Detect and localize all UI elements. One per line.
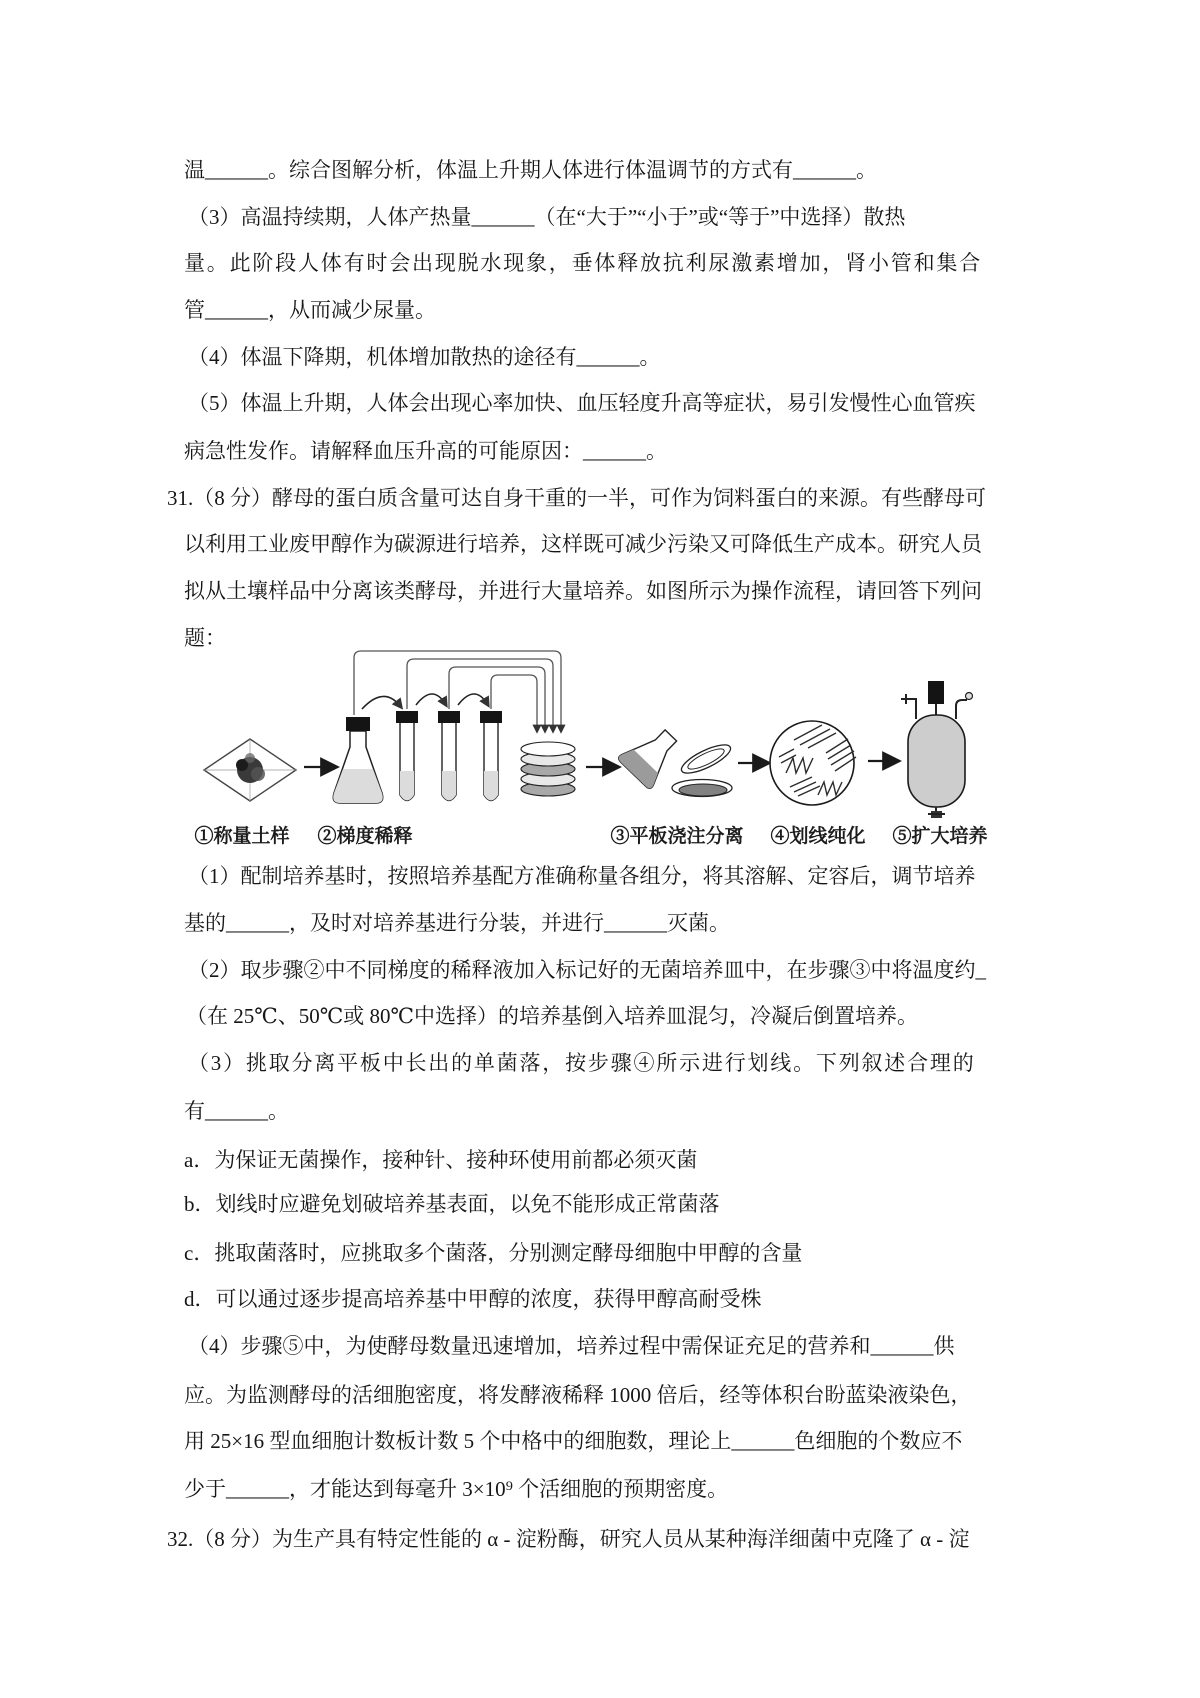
streak-plate-icon bbox=[770, 721, 856, 805]
text-line: 题： bbox=[184, 626, 226, 650]
procedure-flow-svg bbox=[190, 645, 990, 820]
pour-plate-icon bbox=[617, 720, 734, 797]
text-line: （4）体温下降期，机体增加散热的途径有______。 bbox=[188, 345, 661, 369]
text-line: 少于______，才能达到每毫升 3×10⁹ 个活细胞的预期密度。 bbox=[184, 1477, 729, 1501]
text-line: （4）步骤⑤中，为使酵母数量迅速增加，培养过程中需保证充足的营养和______供 bbox=[188, 1334, 955, 1358]
option-b: b．划线时应避免划破培养基表面，以免不能形成正常菌落 bbox=[184, 1192, 720, 1216]
fermenter-icon bbox=[901, 681, 973, 818]
flask-icon bbox=[333, 717, 383, 803]
diagram-label-step4: ④划线纯化 bbox=[770, 826, 866, 847]
question-31-intro: 31.（8 分）酵母的蛋白质含量可达自身干重的一半，可作为饲料蛋白的来源。有些酵母可 bbox=[167, 486, 986, 510]
test-tubes-icon bbox=[396, 711, 502, 801]
text-line: （2）取步骤②中不同梯度的稀释液加入标记好的无菌培养皿中，在步骤③中将温度约_ bbox=[188, 958, 986, 982]
text-line: （1）配制培养基时，按照培养基配方准确称量各组分，将其溶解、定容后，调节培养 bbox=[188, 864, 976, 888]
text-line: 有______。 bbox=[184, 1099, 289, 1123]
option-a: a．为保证无菌操作，接种针、接种环使用前都必须灭菌 bbox=[184, 1148, 698, 1172]
text-line: （3）挑取分离平板中长出的单菌落，按步骤④所示进行划线。下列叙述合理的 bbox=[188, 1051, 976, 1075]
text-line: 以利用工业废甲醇作为碳源进行培养，这样既可减少污染又可降低生产成本。研究人员 bbox=[184, 532, 982, 556]
question-32-intro: 32.（8 分）为生产具有特定性能的 α - 淀粉酶，研究人员从某种海洋细菌中克隆了 α - 淀 bbox=[167, 1527, 970, 1551]
text-line: 量。此阶段人体有时会出现脱水现象，垂体释放抗利尿激素增加，肾小管和集合 bbox=[184, 251, 982, 275]
petri-dish-stack-icon bbox=[521, 742, 575, 796]
diagram-label-step1: ①称量土样 bbox=[194, 826, 290, 847]
soil-sample-icon bbox=[204, 739, 296, 801]
option-d: d．可以通过逐步提高培养基中甲醇的浓度，获得甲醇高耐受株 bbox=[184, 1287, 762, 1311]
text-line: 管______，从而减少尿量。 bbox=[184, 298, 436, 322]
text-line: 病急性发作。请解释血压升高的可能原因：______。 bbox=[184, 439, 667, 463]
text-line: 温______。综合图解分析，体温上升期人体进行体温调节的方式有______。 bbox=[184, 158, 877, 182]
text-line: （在 25℃、50℃或 80℃中选择）的培养基倒入培养皿混匀，冷凝后倒置培养。 bbox=[186, 1004, 918, 1028]
text-line: 基的______，及时对培养基进行分装，并进行______灭菌。 bbox=[184, 911, 730, 935]
diagram-label-step5: ⑤扩大培养 bbox=[892, 826, 988, 847]
diagram-label-step3: ③平板浇注分离 bbox=[610, 826, 744, 847]
dilution-transfer-arrows bbox=[362, 694, 488, 709]
option-c: c．挑取菌落时，应挑取多个菌落，分别测定酵母细胞中甲醇的含量 bbox=[184, 1241, 803, 1265]
procedure-flow-diagram bbox=[190, 645, 990, 857]
text-line: （3）高温持续期，人体产热量______（在“大于”“小于”或“等于”中选择）散热 bbox=[188, 205, 906, 229]
diagram-label-step2: ②梯度稀释 bbox=[317, 826, 413, 847]
text-line: 应。为监测酵母的活细胞密度，将发酵液稀释 1000 倍后，经等体积台盼蓝染液染色， bbox=[184, 1383, 972, 1407]
text-line: （5）体温上升期，人体会出现心率加快、血压轻度升高等症状，易引发慢性心血管疾 bbox=[188, 391, 976, 415]
text-line: 拟从土壤样品中分离该类酵母，并进行大量培养。如图所示为操作流程，请回答下列问 bbox=[184, 579, 982, 603]
text-line: 用 25×16 型血细胞计数板计数 5 个中格中的细胞数，理论上______色细胞的个数应不 bbox=[184, 1429, 963, 1453]
